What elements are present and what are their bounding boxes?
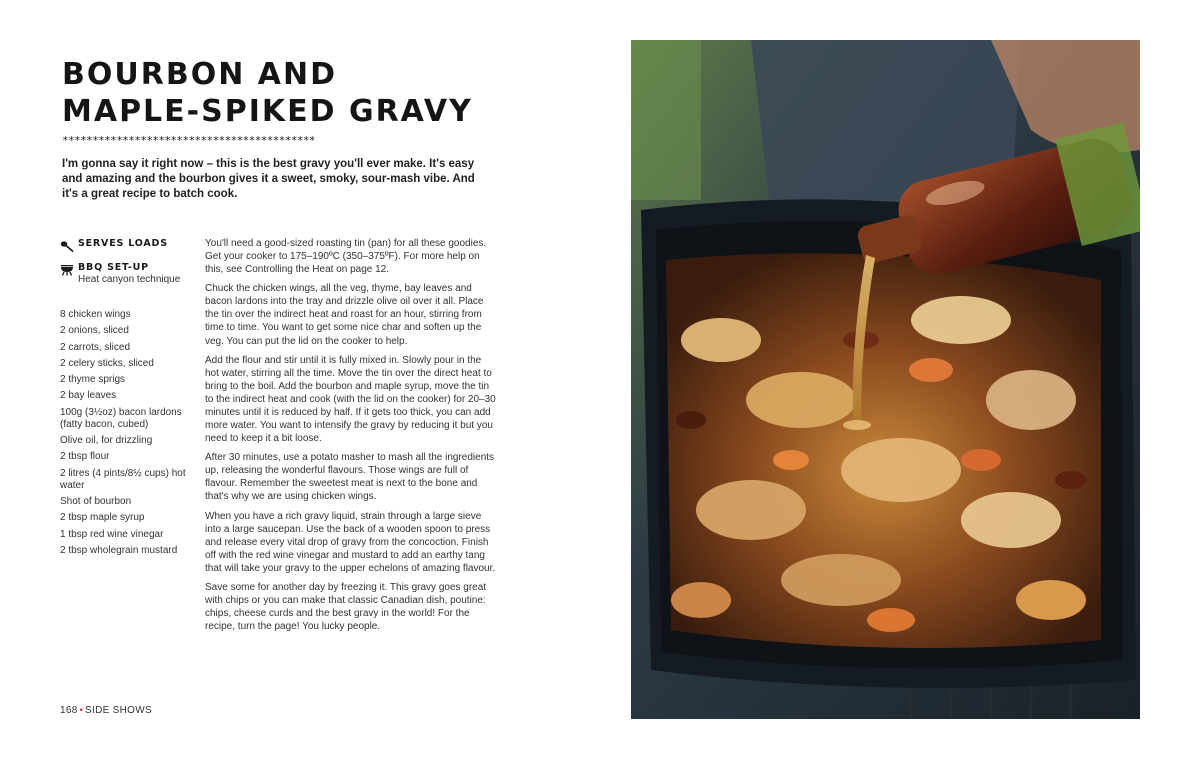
- spoon-icon: [60, 237, 74, 249]
- method-text: [205, 237, 497, 639]
- ingredient-item: 2 litres (4 pints/8½ cups) hot water: [60, 467, 186, 491]
- ingredient-item: 2 tbsp maple syrup: [60, 512, 145, 524]
- recipe-intro: I'm gonna say it right now – this is the best gravy you'll ever make. It's easy and amazing and the bourbon gives it a sweet, smoky, sour-mash vibe. And it's a great recipe to batch cook.: [62, 158, 475, 200]
- ingredient-item: 2 thyme sprigs: [60, 374, 126, 386]
- footer-bullet: •: [79, 705, 84, 715]
- page-footer: [60, 705, 152, 716]
- method-paragraph: When you have a rich gravy liquid, strain through a large sieve into a large saucepan. Use the back of a wooden spoon to press and release every vital drop of gravy from the concoction. Finish off with the red wine vinegar and mustard to add an earthy tang that will take your gravy to the upper echelons of amazing flavour.: [205, 510, 496, 574]
- method-paragraph: Chuck the chicken wings, all the veg, thyme, bay leaves and bacon lardons into the tray and drizzle olive oil over it all. Place the tin over the indirect heat and roast for an hour, stirring from time to time. You want to get some nice char and soften up the veg. You can put the lid on the cooker to help.: [205, 283, 484, 347]
- ingredient-item: 2 carrots, sliced: [60, 341, 131, 353]
- bbq-setup-row: [60, 260, 200, 274]
- ingredient-item: Olive oil, for drizzling: [60, 435, 153, 447]
- ingredients-list: [60, 309, 200, 561]
- page-number: 168: [60, 705, 78, 716]
- star-divider: ******************************************: [62, 134, 315, 147]
- ingredient-item: 2 bay leaves: [60, 390, 117, 402]
- bbq-grill-icon: [60, 261, 74, 273]
- ingredient-item: Shot of bourbon: [60, 495, 132, 507]
- ingredient-item: 8 chicken wings: [60, 309, 131, 320]
- ingredient-item: 2 tbsp flour: [60, 451, 110, 463]
- section-name: SIDE SHOWS: [85, 705, 152, 716]
- recipe-title-line-2: MAPLE-SPIKED GRAVY: [62, 94, 473, 129]
- recipe-title-line-1: BOURBON AND: [62, 57, 337, 92]
- method-paragraph: Add the flour and stir until it is fully mixed in. Slowly pour in the hot water, stirring all the time. Move the tin over the direct heat to bring to the boil. Add the bourbon and maple syrup, move the tin to the indirect heat and cook (with the lid on the cooker) for 20–30 minutes until it is reduced by half. If it gets too thick, you can add more water. You want to intensify the gravy by reducing it but you need to keep it a bit loose.: [205, 354, 496, 445]
- ingredient-item: 2 onions, sliced: [60, 325, 129, 337]
- bbq-setup-label: BBQ SET-UP: [78, 261, 149, 273]
- gravy-pour-illustration: [631, 40, 1140, 719]
- serves-label: SERVES LOADS: [78, 237, 168, 249]
- method-paragraph: You'll need a good-sized roasting tin (pan) for all these goodies. Get your cooker to 175–190ºC (350–375ºF). For more help on this, see Controlling the Heat on page 12.: [205, 238, 487, 276]
- ingredient-item: 100g (3½oz) bacon lardons (fatty bacon, cubed): [60, 406, 182, 430]
- serves-row: [60, 236, 200, 250]
- method-paragraph: Save some for another day by freezing it. This gravy goes great with chips or you can make that classic Canadian dish, poutine: chips, cheese curds and the best gravy in the world! For the recipe, turn the page! You lucky people.: [205, 582, 487, 633]
- ingredient-item: 2 celery sticks, sliced: [60, 357, 154, 369]
- method-paragraph: After 30 minutes, use a potato masher to mash all the ingredients up, releasing the wonderful flavours. Those wings are full of flavour. Remember the sweetest meat is next to the bone and that's why we are using chicken wings.: [205, 452, 495, 503]
- recipe-photo: [631, 40, 1140, 719]
- ingredient-item: 2 tbsp wholegrain mustard: [60, 544, 178, 556]
- recipe-title: [62, 56, 482, 130]
- ingredient-item: 1 tbsp red wine vinegar: [60, 528, 164, 540]
- bbq-setup-value: Heat canyon technique: [78, 274, 181, 285]
- recipe-meta: [60, 236, 200, 286]
